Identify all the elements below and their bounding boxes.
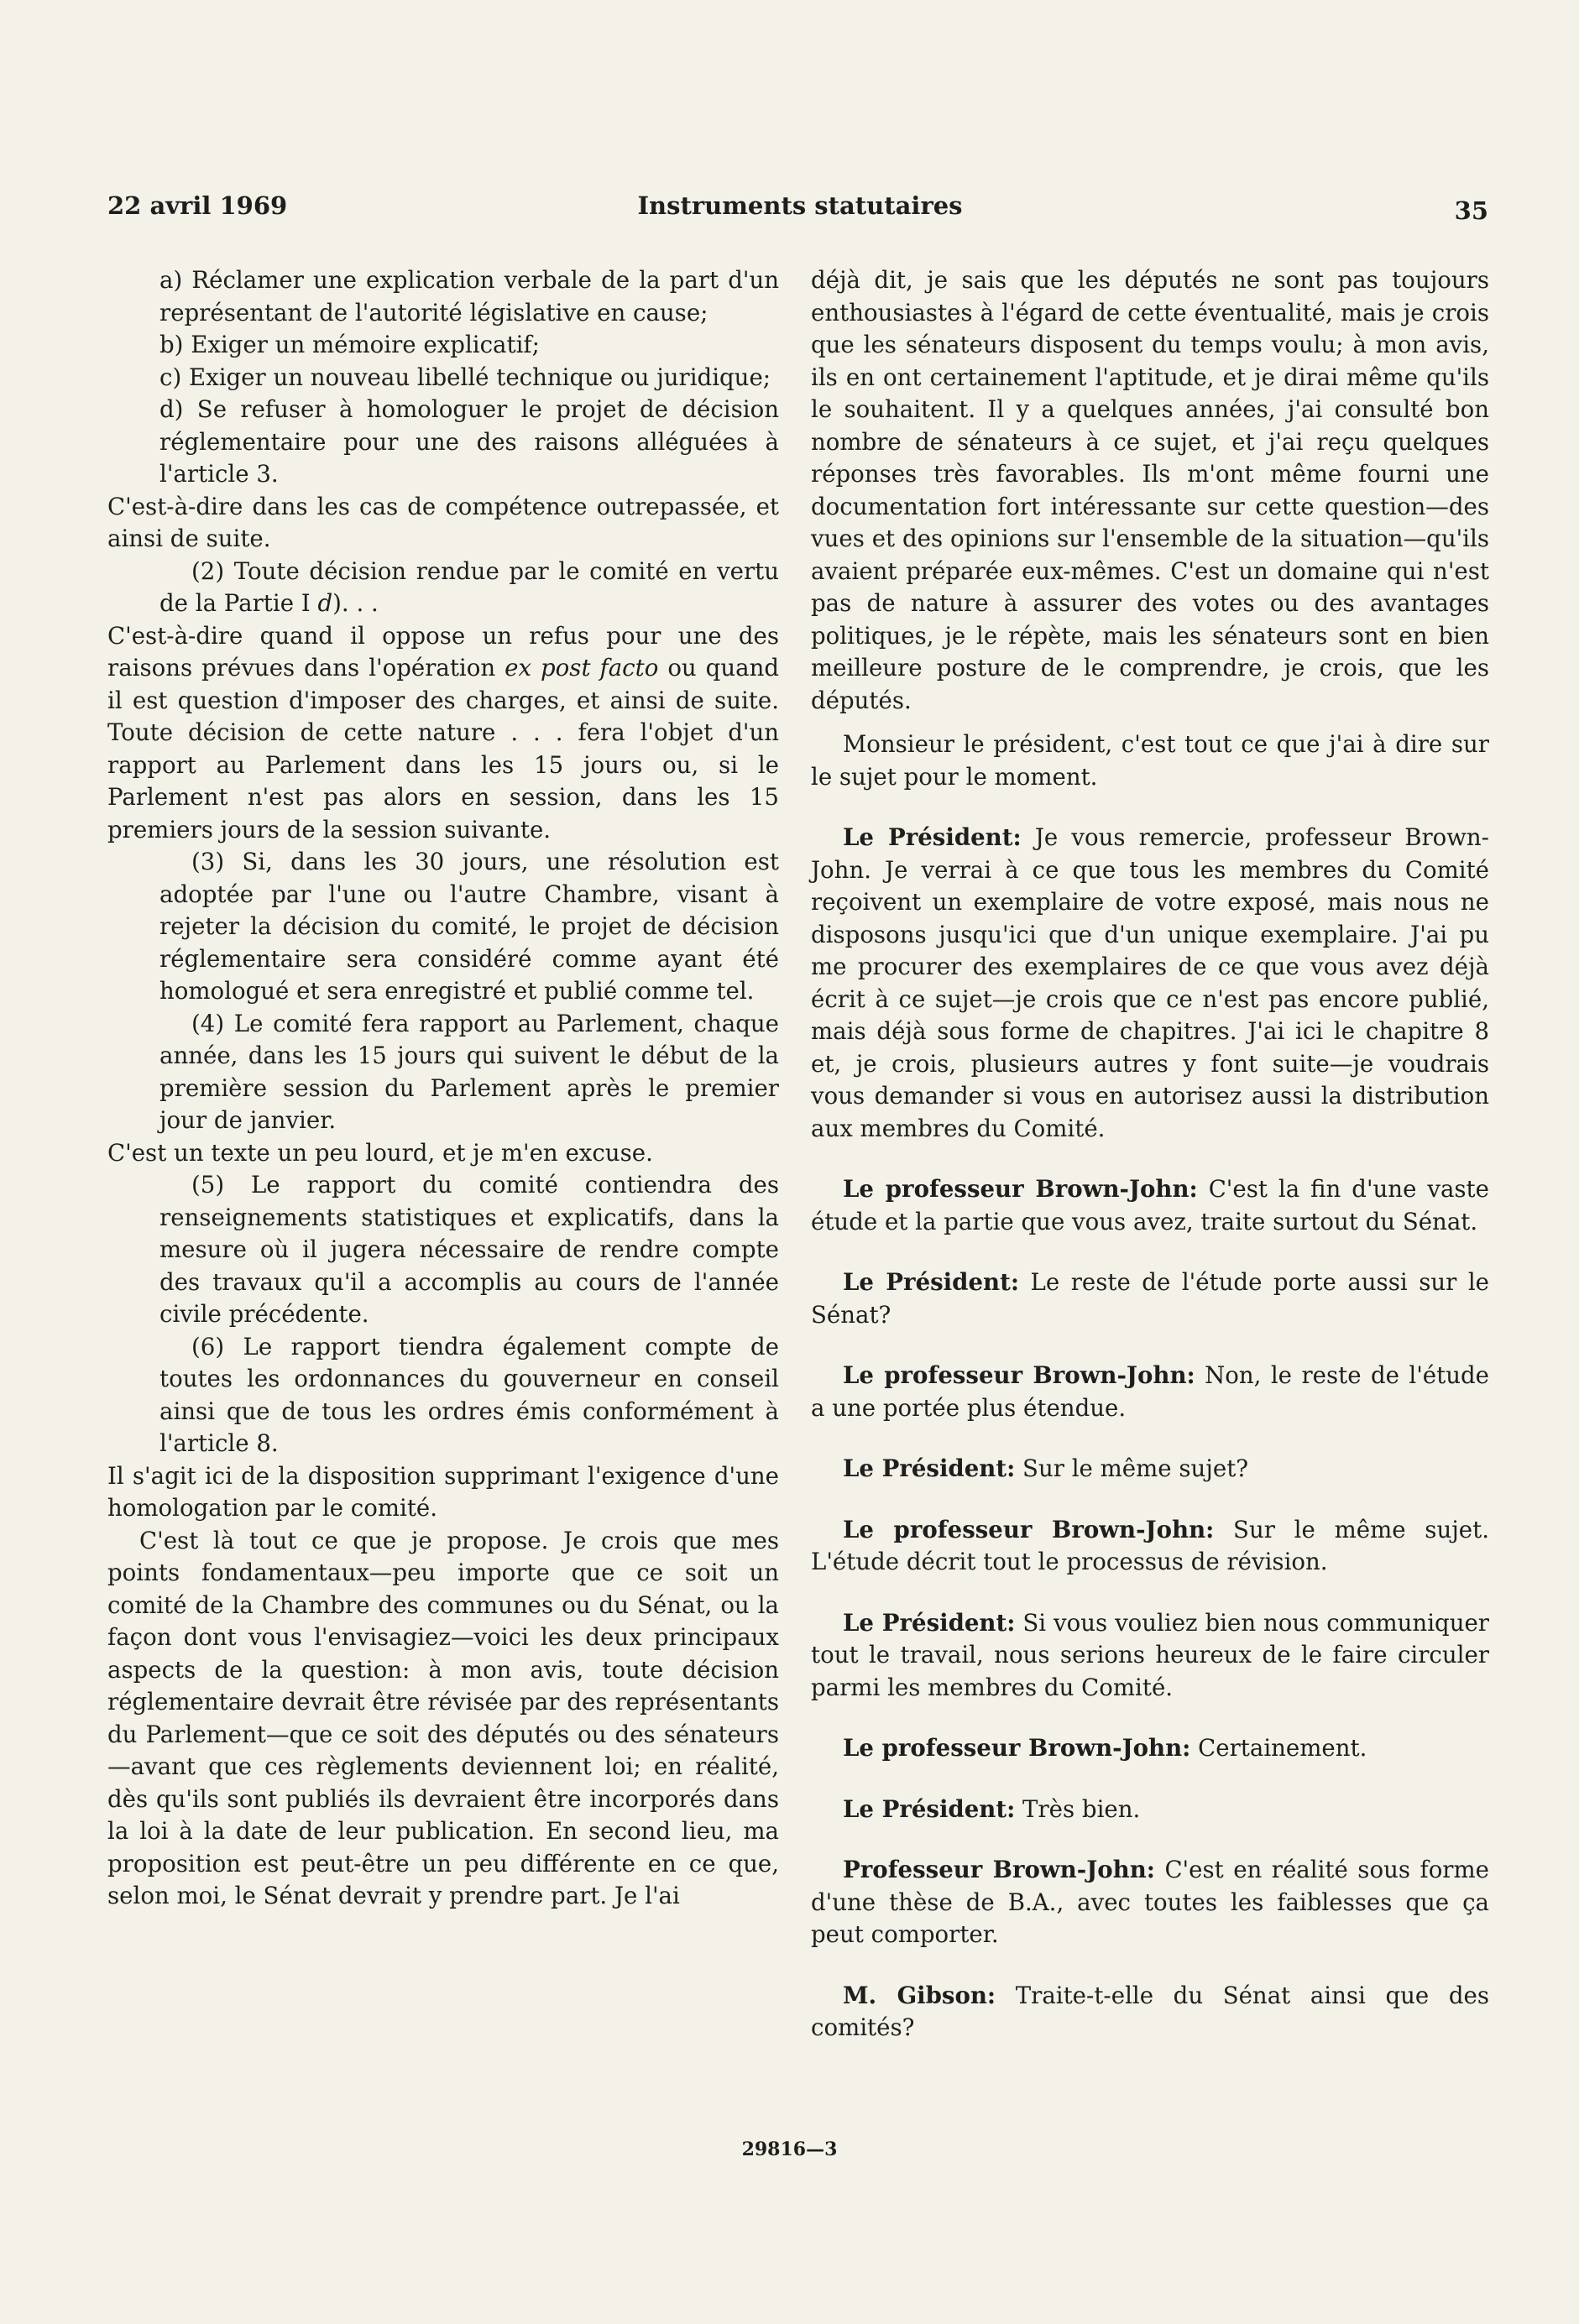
header-date: 22 avril 1969 <box>107 191 288 220</box>
speaker-name: Professeur Brown-John: <box>843 1856 1155 1883</box>
paragraph: d) Se refuser à homologuer le projet de décision réglementaire pour une des raisons alléguées à l'article 3. <box>159 395 779 488</box>
speaker-paragraph: Le professeur Brown-John: Non, le reste de l'étude a une portée plus étendue. <box>811 1361 1489 1422</box>
page-footer: 29816—3 <box>741 2139 838 2160</box>
speaker-name: Le professeur Brown-John: <box>843 1361 1195 1389</box>
speaker-name: Le Président: <box>843 1454 1016 1482</box>
speaker-paragraph: Le Président: Sur le même sujet? <box>843 1454 1249 1482</box>
page-header <box>107 191 1493 228</box>
paragraph: (6) Le rapport tiendra également compte de toutes les ordonnances du gouverneur en conseil ainsi que de tous les ordres émis conformément à l'article 8. <box>159 1332 779 1457</box>
speaker-name: Le professeur Brown-John: <box>843 1734 1191 1762</box>
speaker-name: Le professeur Brown-John: <box>843 1175 1198 1203</box>
speaker-name: Le Président: <box>843 823 1022 851</box>
page-number: 35 <box>1454 196 1488 225</box>
speaker-name: Le Président: <box>843 1268 1020 1296</box>
paragraph: c) Exiger un nouveau libellé technique ou juridique; <box>159 363 771 391</box>
speaker-paragraph: Professeur Brown-John: C'est en réalité sous forme d'une thèse de B.A., avec toutes les faiblesses que ça peut comporter. <box>811 1856 1489 1948</box>
speaker-paragraph: Le Président: Le reste de l'étude porte aussi sur le Sénat? <box>811 1268 1489 1329</box>
paragraph: (3) Si, dans les 30 jours, une résolution est adoptée par l'une ou l'autre Chambre, visant à rejeter la décision du comité, le projet de décision réglementaire sera considéré comme ayant été homologué et sera enregistré et publié comme tel. <box>159 848 779 1005</box>
paragraph: C'est là tout ce que je propose. Je crois que mes points fondamentaux—peu importe que ce soit un comité de la Chambre des communes ou du Sénat, ou la façon dont vous l'envisagiez—voici les deux principaux aspects de la question: à mon avis, toute décision réglementaire devrait être révisée par des représentants du Parlement—que ce soit des députés ou des sénateurs—avant que ces règlements deviennent loi; en réalité, dès qu'ils sont publiés ils devraient être incorporés dans la loi à la date de leur publication. En second lieu, ma proposition est peut-être un peu différente en ce que, selon moi, le Sénat devrait y prendre part. Je l'ai <box>107 1526 779 1909</box>
paragraph: (2) Toute décision rendue par le comité en vertu de la Partie I d). . . <box>159 556 779 617</box>
paragraph: b) Exiger un mémoire explicatif; <box>159 331 540 358</box>
speaker-name: M. Gibson: <box>843 1981 996 2009</box>
paragraph: (4) Le comité fera rapport au Parlement, chaque année, dans les 15 jours qui suivent le début de la première session du Parlement après le premier jour de janvier. <box>159 1009 779 1134</box>
paragraph: a) Réclamer une explication verbale de la part d'un représentant de l'autorité législative en cause; <box>159 266 779 326</box>
speaker-name: Le professeur Brown-John: <box>843 1515 1215 1543</box>
speaker-paragraph: Le professeur Brown-John: Sur le même sujet. L'étude décrit tout le processus de révision. <box>811 1515 1489 1575</box>
speaker-paragraph: Le professeur Brown-John: C'est la fin d'une vaste étude et la partie que vous avez, traite surtout du Sénat. <box>811 1175 1489 1235</box>
paragraph: déjà dit, je sais que les députés ne sont pas toujours enthousiastes à l'égard de cette éventualité, mais je crois que les sénateurs disposent du temps voulu; à mon avis, ils en ont certainement l'aptitude, et je dirai même qu'ils le souhaitent. Il y a quelques années, j'ai consulté bon nombre de sénateurs à ce sujet, et j'ai reçu quelques réponses très favorables. Ils m'ont même fourni une documentation fort intéressante sur cette question—des vues et des opinions sur l'ensemble de la situation—qu'ils avaient préparée eux-mêmes. C'est un domaine qui n'est pas de nature à assurer des votes ou des avantages politiques, je le répète, mais les sénateurs sont en bien meilleure posture de le comprendre, je crois, que les députés. <box>811 266 1489 714</box>
paragraph: C'est un texte un peu lourd, et je m'en excuse. <box>107 1138 653 1167</box>
speaker-paragraph: Le professeur Brown-John: Certainement. <box>843 1734 1367 1762</box>
header-title: Instruments statutaires <box>637 191 963 220</box>
right-column <box>811 264 1489 2045</box>
speaker-name: Le Président: <box>843 1608 1016 1637</box>
speaker-paragraph: Le Président: Je vous remercie, professeur Brown-John. Je verrai à ce que tous les membres du Comité reçoivent un exemplaire de votre exposé, mais nous ne disposons jusqu'ici que d'un unique exemplaire. J'ai pu me procurer des exemplaires de ce que vous avez déjà écrit à ce sujet—je crois que ce n'est pas encore publié, mais déjà sous forme de chapitres. J'ai ici le chapitre 8 et, je crois, plusieurs autres y font suite—je voudrais vous demander si vous en autorisez aussi la distribution aux membres du Comité. <box>811 823 1489 1142</box>
left-column <box>107 264 779 1913</box>
speaker-paragraph: Le Président: Si vous vouliez bien nous communiquer tout le travail, nous serions heureux de le faire circuler parmi les membres du Comité. <box>811 1608 1489 1701</box>
speaker-paragraph: M. Gibson: Traite-t-elle du Sénat ainsi que des comités? <box>811 1981 1489 2041</box>
speaker-name: Le Président: <box>843 1794 1016 1823</box>
paragraph: C'est-à-dire quand il oppose un refus pour une des raisons prévues dans l'opération ex post facto ou quand il est question d'imposer des charges, et ainsi de suite. Toute décision de cette nature . . . fera l'objet d'un rapport au Parlement dans les 15 jours ou, si le Parlement n'est pas alors en session, dans les 15 premiers jours de la session suivante. <box>107 621 780 843</box>
paragraph: C'est-à-dire dans les cas de compétence outrepassée, et ainsi de suite. <box>107 492 779 552</box>
paragraph: (5) Le rapport du comité contiendra des renseignements statistiques et explicatifs, dans la mesure où il jugera nécessaire de rendre compte des travaux qu'il a accomplis au cours de l'année civile précédente. <box>159 1171 779 1328</box>
paragraph: Monsieur le président, c'est tout ce que j'ai à dire sur le sujet pour le moment. <box>811 730 1489 791</box>
speaker-paragraph: Le Président: Très bien. <box>843 1794 1141 1823</box>
paragraph: Il s'agit ici de la disposition supprimant l'exigence d'une homologation par le comité. <box>107 1461 779 1522</box>
